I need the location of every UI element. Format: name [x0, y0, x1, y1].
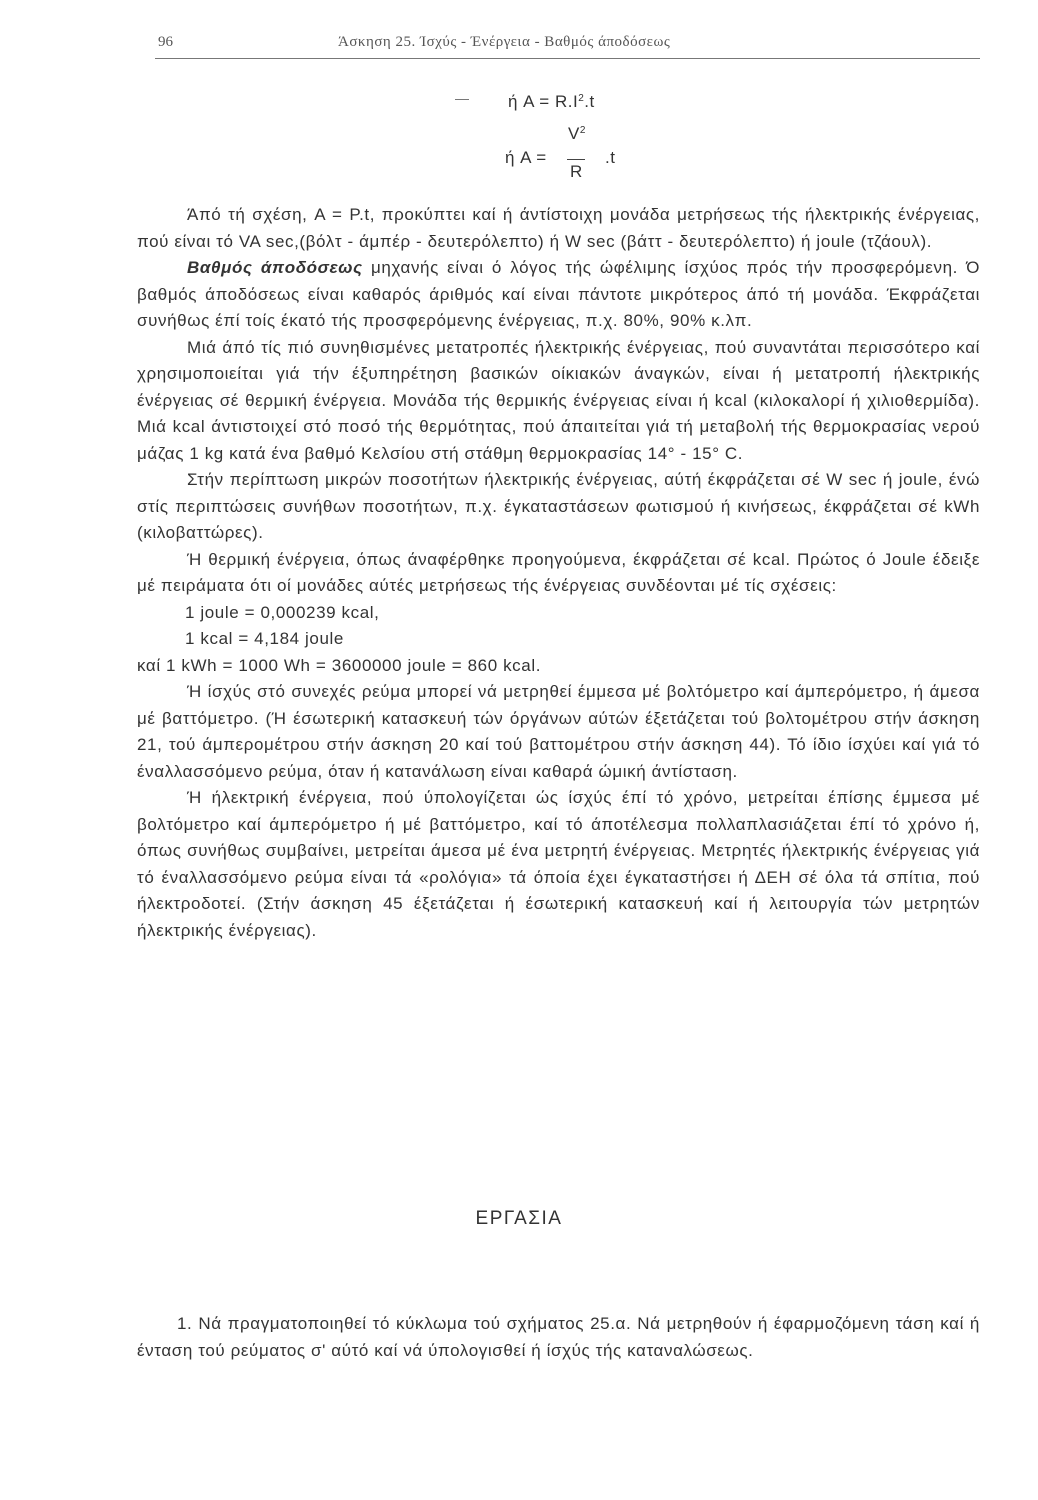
margin-dash: [455, 99, 469, 100]
formula-numerator: $V^2$: [568, 124, 586, 143]
paragraph-joule: Ή θερμική ένέργεια, όπως άναφέρθηκε προηγούμενα, έκφράζεται σέ kcal. Πρώτος ό Joule έδειξε μέ πειράματα ότι οί μονάδες αύτές μετρήσεως τής ένέργειας συνδέονται μέ τίς σχέσεις:: [137, 549, 980, 595]
page-number: 96: [158, 34, 173, 50]
paragraph-energy-unit: Άπό τή σχέση, A = P.t, προκύπτει καί ή άντίστοιχη μονάδα μετρήσεως τής ήλεκτρικής ένέργειας, πού είναι τό VA sec,(βόλτ - άμπέρ - δευτερόλεπτο) ή W sec (βάττ - δευτερόλεπτο) ή joule (τζάουλ).: [137, 205, 980, 251]
equation-kwh: καί 1 kWh = 1000 Wh = 3600000 joule = 860 kcal.: [137, 655, 542, 675]
paragraph-thermal-conversion: Μιά άπό τίς πιό συνηθισμένες μετατροπές ήλεκτρικής ένέργειας, πού συναντάται περισσότερο καί χρησιμοποιείται γιά τήν έξυπηρέτηση βασικών οίκιακών άναγκών, είναι ή μετατροπή ήλεκτρικής ένέργειας σέ θερμική ένέργεια. Μονάδα τής θερμικής ένέργειας είναι ή kcal (κιλοκαλορί ή χιλιοθερμίδα). Μιά kcal άντιστοιχεί στό ποσό τής θερμότητας, πού άπαιτείται γιά τή μεταβολή τής θερμοκρασίας νερού μάζας 1 kg κατά ένα βαθμό Κελσίου στή στάθμη θερμοκρασίας 14° - 15° C.: [137, 337, 980, 463]
formula-denominator: R: [570, 162, 583, 181]
formula-power-voltage-lhs: ή A =: [505, 148, 547, 167]
task-item: 1. Νά πραγματοποιηθεί τό κύκλωμα τού σχήματος 25.α. Νά μετρηθούν ή έφαρμοζόμενη τάση καί ή ένταση τού ρεύματος σ' αύτό καί νά ύπολογισθεί ή ίσχύς τής καταναλώσεως.: [137, 1314, 980, 1360]
task-list: [137, 1311, 980, 1364]
paragraph-energy-units: Στήν περίπτωση μικρών ποσοτήτων ήλεκτρικής ένέργειας, αύτή έκφράζεται σέ W sec ή joule, ένώ στίς περιπτώσεις συνήθων ποσοτήτων, π.χ. έγκαταστάσεων φωτισμού ή κινήσεως, έκφράζεται σέ kWh (κιλοβαττώρες).: [137, 470, 980, 542]
equation-kcal-joule: 1 kcal = 4,184 joule: [185, 629, 344, 648]
body-text: [137, 202, 980, 944]
paragraph-power-measurement: Ή ίσχύς στό συνεχές ρεύμα μπορεί νά μετρηθεί έμμεσα μέ βολτόμετρο καί άμπερόμετρο, ή άμεσα μέ βαττόμετρο. (Ή έσωτερική κατασκευή τών όργάνων αύτών έξετάζεται τού βολτομέτρου στήν άσκηση 21, τού άμπερομέτρου στήν άσκηση 20 καί τού βαττομέτρου στήν άσκηση 44). Τό ίδιο ίσχύει καί γιά τό έναλλασσόμενο ρεύμα, όταν ή κατανάλωση είναι καθαρά ώμική άντίσταση.: [137, 682, 980, 781]
fraction-bar: [567, 159, 585, 160]
section-heading: ΕΡΓΑΣΙΑ: [475, 1208, 563, 1229]
paragraph-energy-measurement: Ή ήλεκτρική ένέργεια, πού ύπολογίζεται ώς ίσχύς έπί τό χρόνο, μετρείται έπίσης έμμεσα μέ βολτόμετρο καί άμπερόμετρο ή μέ βαττόμετρο, καί τό άποτέλεσμα πολλαπλασιάζεται έπί τό χρόνο ή, όπως συνήθως συμβαίνει, μετρείται άμεσα μέ ένα μετρητή ένέργειας. Μετρητές ήλεκτρικής ένέργειας γιά τό έναλλασσόμενο ρεύμα είναι τά «ρολόγια» τά όποία έχει έγκαταστήσει ή ΔΕΗ σέ όλα τά σπίτια, πού ήλεκτροδοτεί. (Στήν άσκηση 45 έξετάζεται ή έσωτερική κατασκευή καί ή λειτουργία τών μετρητών ήλεκτρικής ένέργειας).: [137, 788, 980, 940]
equation-joule-kcal: 1 joule = 0,000239 kcal,: [185, 602, 380, 622]
paragraph-efficiency: Βαθμός άποδόσεως μηχανής είναι ό λόγος τής ώφέλιμης ίσχύος πρός τήν προσφερόμενη. Ό βαθμός άποδόσεως είναι καθαρός άριθμός καί είναι πάντοτε μικρότερος άπό τή μονάδα. Έκφράζεται συνήθως έπί τοίς έκατό τής προσφερόμενης ένέργειας, π.χ. 80%, 90% κ.λπ.: [137, 258, 980, 330]
running-title: Άσκηση 25. Ίσχύς - Ένέργεια - Βαθμός άποδόσεως: [338, 34, 671, 50]
formula-power-current: ή $A = R.I^2.t$: [508, 92, 595, 111]
term-efficiency: Βαθμός άποδόσεως: [187, 258, 363, 277]
header-rule: [155, 58, 980, 59]
formula-power-voltage-suffix: .t: [605, 148, 616, 167]
running-header: [158, 34, 978, 60]
